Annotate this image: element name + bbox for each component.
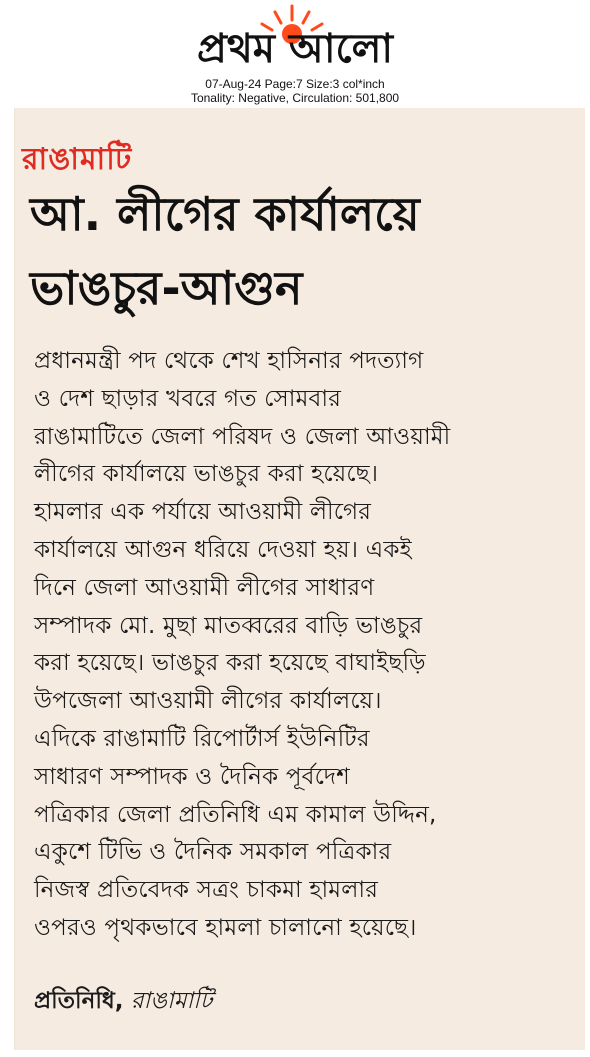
body-line: একুশে টিভি ও দৈনিক সমকাল পত্রিকার	[34, 839, 392, 866]
body-line: হামলার এক পর্যায়ে আওয়ামী লীগের	[34, 499, 372, 526]
clip-meta-tonality: Tonality: Negative, Circulation: 501,800	[190, 91, 400, 105]
body-line: লীগের কার্যালয়ে ভাঙচুর করা হয়েছে।	[34, 461, 379, 488]
newspaper-masthead	[0, 0, 590, 72]
body-line: সম্পাদক মো. মুছা মাতব্বরের বাড়ি ভাঙচুর	[34, 612, 423, 639]
body-line: নিজস্ব প্রতিবেদক সত্রং চাকমা হামলার	[34, 877, 379, 904]
masthead-logo-text: প্রথম আলো	[196, 26, 394, 72]
section-label: রাঙামাটি	[22, 142, 133, 177]
byline-name: প্রতিনিধি,	[34, 988, 124, 1014]
body-line: প্রধানমন্ত্রী পদ থেকে শেখ হাসিনার পদত্যাগ	[34, 348, 424, 374]
body-line: সাধারণ সম্পাদক ও দৈনিক পূর্বদেশ	[34, 763, 350, 790]
body-line: এদিকে রাঙামাটি রিপোর্টার্স ইউনিটির	[34, 725, 370, 752]
body-line: ওপরও পৃথকভাবে হামলা চালানো হয়েছে।	[34, 914, 417, 941]
article-byline	[34, 982, 212, 1020]
byline-place: রাঙামাটি	[130, 988, 213, 1014]
body-line: করা হয়েছে। ভাঙচুর করা হয়েছে বাঘাইছড়ি	[34, 650, 426, 677]
body-line: রাঙামাটিতে জেলা পরিষদ ও জেলা আওয়ামী	[34, 423, 451, 450]
body-line: ও দেশ ছাড়ার খবরে গত সোমবার	[34, 385, 342, 412]
article-body	[34, 343, 574, 948]
body-line: দিনে জেলা আওয়ামী লীগের সাধারণ	[34, 574, 375, 601]
clip-meta-date-page: 07-Aug-24 Page:7 Size:3 col*inch	[205, 77, 385, 91]
headline-line-2: ভাঙচুর-আগুন	[30, 261, 303, 315]
body-line: পত্রিকার জেলা প্রতিনিধি এম কামাল উদ্দিন,	[34, 801, 437, 828]
headline-line-1: আ. লীগের কার্যালয়ে	[30, 187, 420, 241]
body-line: উপজেলা আওয়ামী লীগের কার্যালয়ে।	[34, 688, 382, 715]
body-line: কার্যালয়ে আগুন ধরিয়ে দেওয়া হয়। একই	[34, 536, 412, 563]
